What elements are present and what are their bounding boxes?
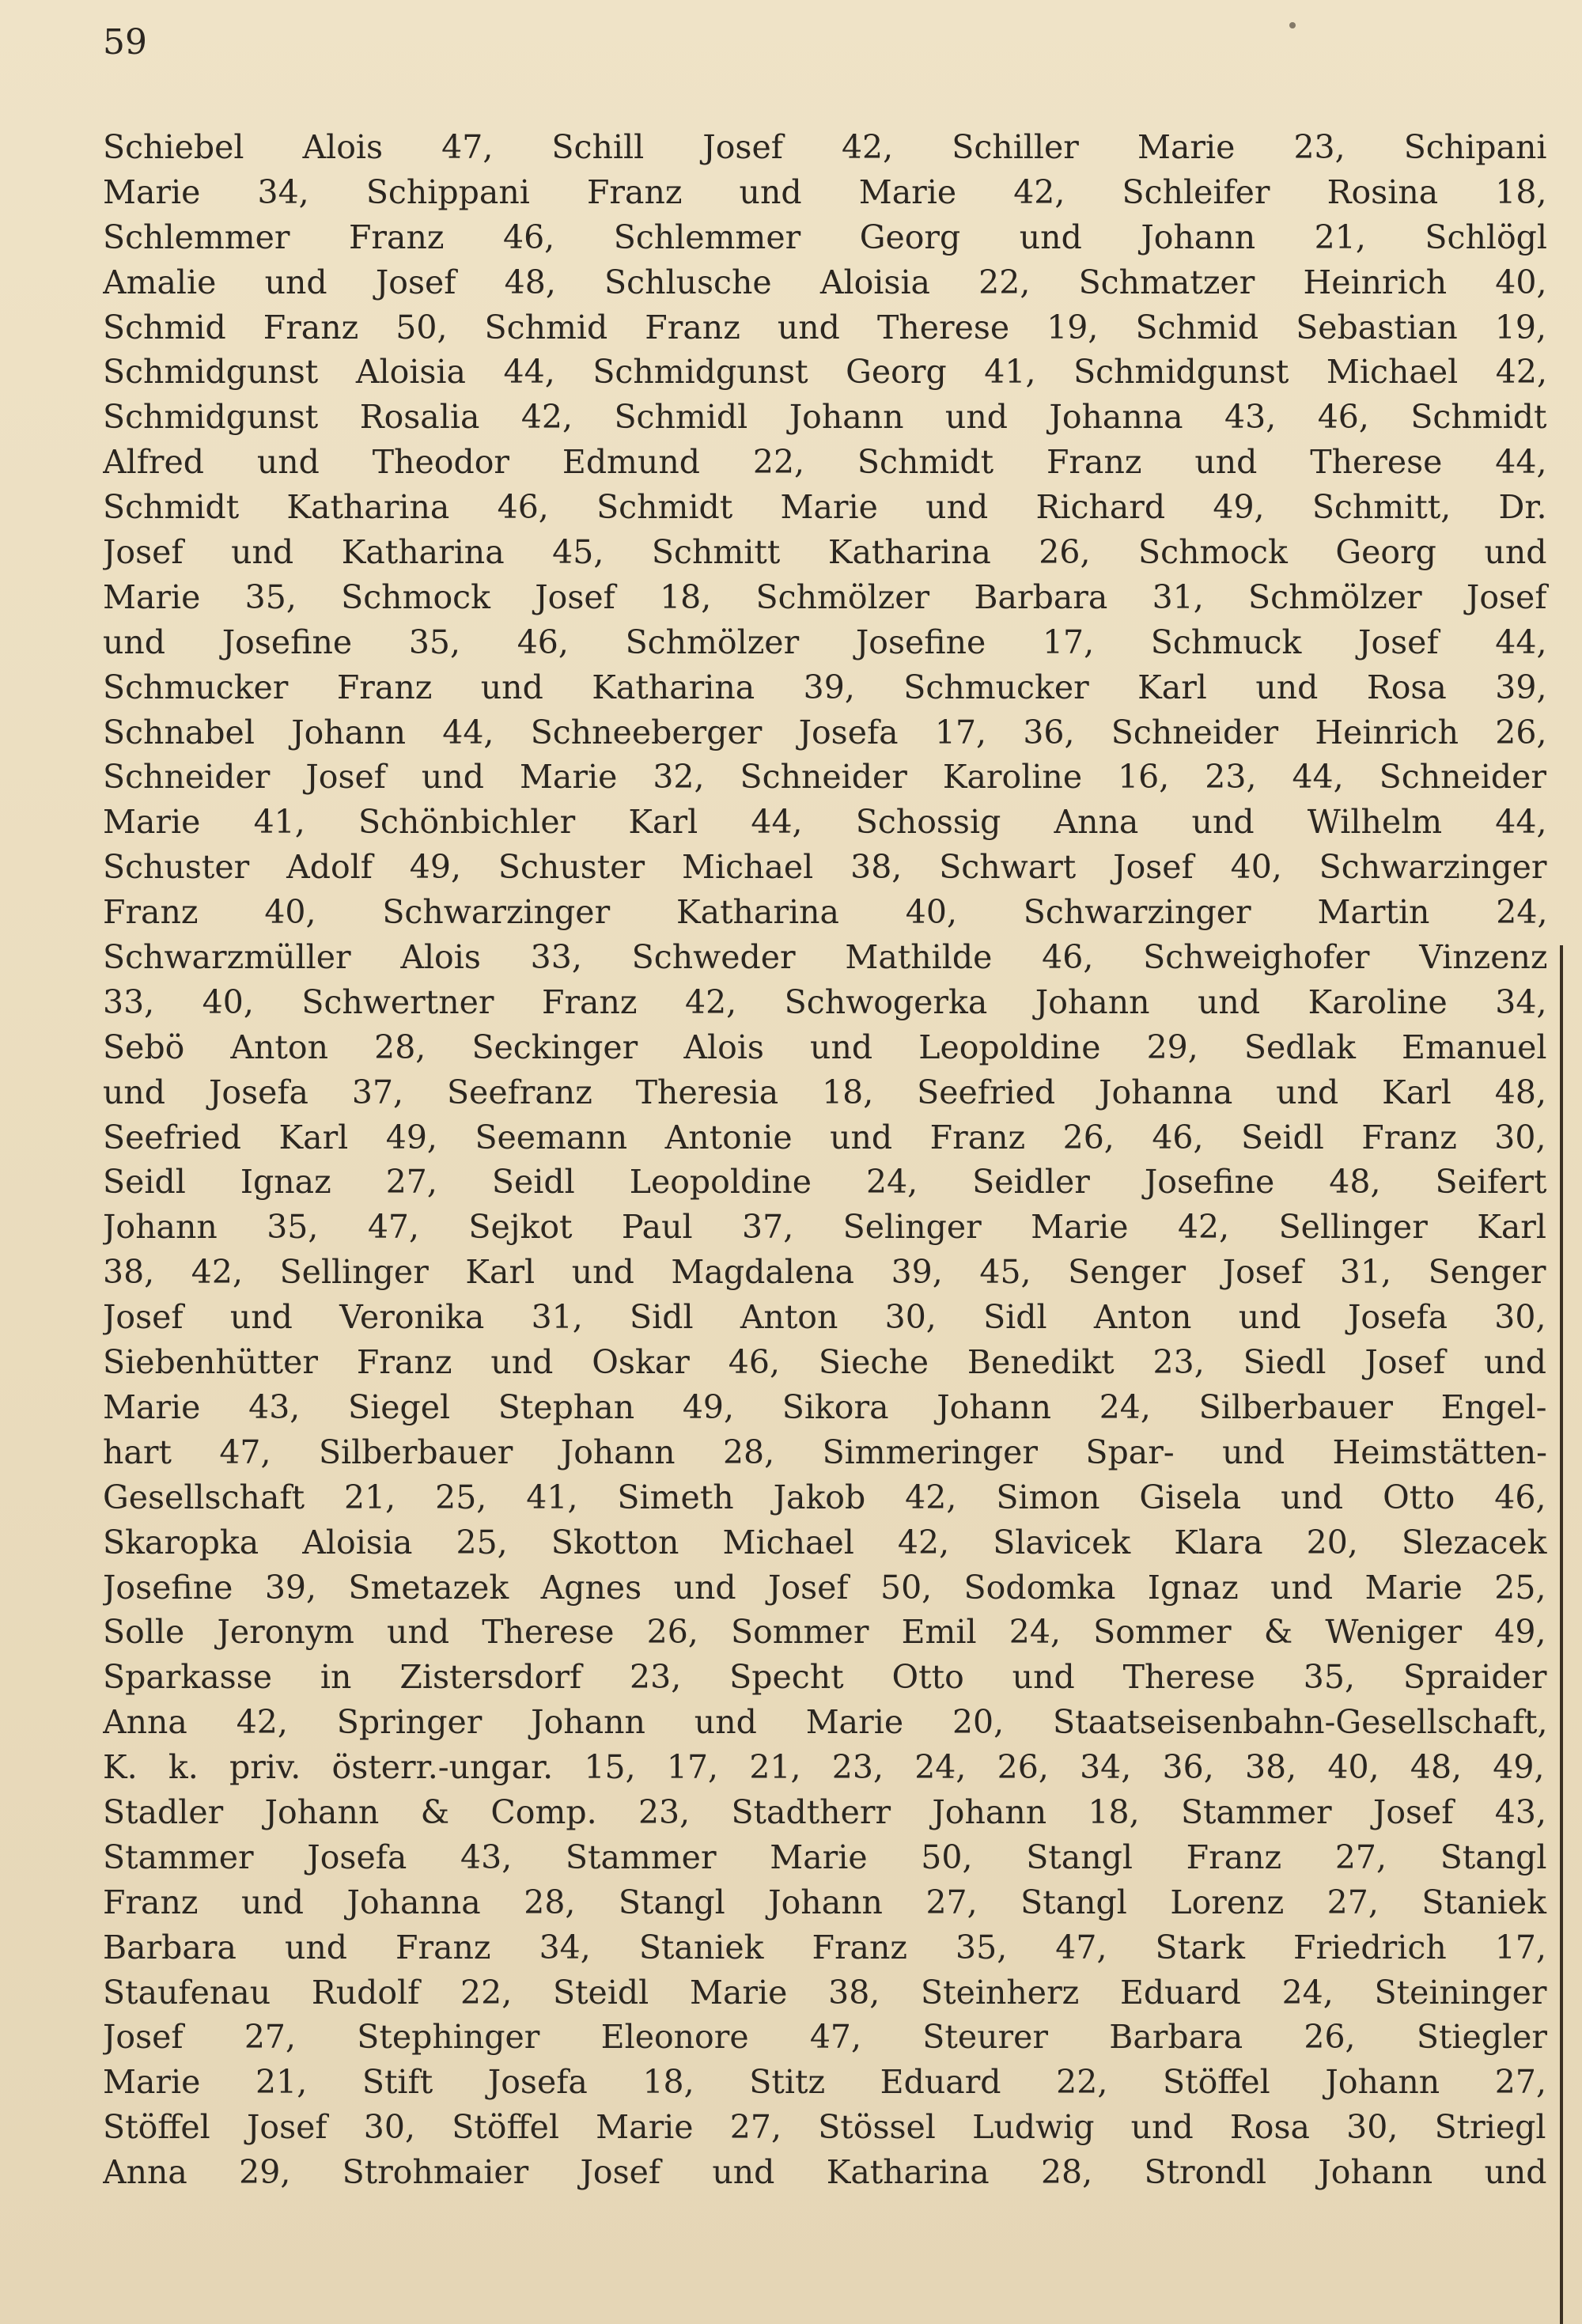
text-line: 33, 40, Schwertner Franz 42, Schwogerka Johann und Karoline 34, — [103, 982, 1547, 1021]
text-line: Gesellschaft 21, 25, 41, Simeth Jakob 42, Simon Gisela und Otto 46, — [103, 1478, 1546, 1516]
print-speck — [1289, 22, 1296, 28]
text-line: Alfred und Theodor Edmund 22, Schmidt Franz und Therese 44, — [103, 443, 1547, 482]
text-line: Schlemmer Franz 46, Schlemmer Georg und Johann 21, Schlögl — [103, 218, 1547, 256]
text-line: Seidl Ignaz 27, Seidl Leopoldine 24, Seidler Josefine 48, Seifert — [103, 1163, 1547, 1202]
text-line: K. k. priv. österr.-ungar. 15, 17, 21, 23, 24, 26, 34, 36, 38, 40, 48, 49, — [103, 1748, 1545, 1787]
text-line: Johann 35, 47, Sejkot Paul 37, Selinger Marie 42, Sellinger Karl — [103, 1208, 1546, 1247]
text-line: Siebenhütter Franz und Oskar 46, Sieche Benedikt 23, Siedl Josef und — [103, 1343, 1546, 1382]
text-line: Stadler Johann & Comp. 23, Stadtherr Johann 18, Stammer Josef 43, — [103, 1792, 1546, 1831]
text-line: Franz und Johanna 28, Stangl Johann 27, Stangl Lorenz 27, Staniek — [103, 1883, 1546, 1921]
text-line: Franz 40, Schwarzinger Katharina 40, Schwarzinger Martin 24, — [103, 893, 1548, 932]
text-line: Schneider Josef und Marie 32, Schneider Karoline 16, 23, 44, Schneider — [103, 758, 1546, 797]
text-line: Marie 34, Schippani Franz und Marie 42, Schleifer Rosina 18, — [103, 172, 1547, 211]
text-line: Schwarzmüller Alois 33, Schweder Mathilde 46, Schweighofer Vinzenz — [103, 938, 1548, 977]
text-line: Marie 41, Schönbichler Karl 44, Schossig Anna und Wilhelm 44, — [103, 803, 1547, 842]
text-line: Solle Jeronym und Therese 26, Sommer Emil 24, Sommer & Weniger 49, — [103, 1613, 1546, 1652]
page-edge-rule — [1560, 945, 1563, 2324]
text-line: Marie 21, Stift Josefa 18, Stitz Eduard 22, Stöffel Johann 27, — [103, 2063, 1546, 2102]
text-line: Seefried Karl 49, Seemann Antonie und Franz 26, 46, Seidl Franz 30, — [103, 1118, 1546, 1156]
text-line: Schmucker Franz und Katharina 39, Schmucker Karl und Rosa 39, — [103, 668, 1547, 706]
text-line: hart 47, Silberbauer Johann 28, Simmeringer Spar- und Heimstätten- — [103, 1433, 1547, 1471]
page-number: 59 — [103, 22, 147, 62]
text-line: Stammer Josefa 43, Stammer Marie 50, Stangl Franz 27, Stangl — [103, 1838, 1547, 1876]
text-line: Schiebel Alois 47, Schill Josef 42, Schiller Marie 23, Schipani — [103, 128, 1547, 166]
text-line: 38, 42, Sellinger Karl und Magdalena 39, 45, Senger Josef 31, Senger — [103, 1253, 1546, 1292]
text-line: und Josefa 37, Seefranz Theresia 18, Seefried Johanna und Karl 48, — [103, 1073, 1546, 1111]
text-line: Anna 29, Strohmaier Josef und Katharina 28, Strondl Johann und — [103, 2153, 1547, 2192]
text-line: und Josefine 35, 46, Schmölzer Josefine 17, Schmuck Josef 44, — [103, 623, 1547, 661]
text-line: Josef 27, Stephinger Eleonore 47, Steurer Barbara 26, Stiegler — [103, 2018, 1547, 2057]
text-line: Staufenau Rudolf 22, Steidl Marie 38, Steinherz Eduard 24, Steininger — [103, 1973, 1547, 2012]
text-line: Barbara und Franz 34, Staniek Franz 35, 47, Stark Friedrich 17, — [103, 1928, 1546, 1966]
text-line: Schmidgunst Rosalia 42, Schmidl Johann und Johanna 43, 46, Schmidt — [103, 398, 1547, 437]
text-line: Schmid Franz 50, Schmid Franz und Therese 19, Schmid Sebastian 19, — [103, 308, 1546, 346]
text-line: Sebö Anton 28, Seckinger Alois und Leopoldine 29, Sedlak Emanuel — [103, 1028, 1547, 1066]
text-line: Schmidgunst Aloisia 44, Schmidgunst Georg 41, Schmidgunst Michael 42, — [103, 353, 1547, 392]
text-line: Josef und Veronika 31, Sidl Anton 30, Sidl Anton und Josefa 30, — [103, 1298, 1546, 1337]
text-line: Josefine 39, Smetazek Agnes und Josef 50, Sodomka Ignaz und Marie 25, — [103, 1568, 1546, 1607]
text-line: Schnabel Johann 44, Schneeberger Josefa 17, 36, Schneider Heinrich 26, — [103, 713, 1547, 751]
text-line: Sparkasse in Zistersdorf 23, Specht Otto und Therese 35, Spraider — [103, 1658, 1547, 1697]
text-line: Schuster Adolf 49, Schuster Michael 38, Schwart Josef 40, Schwarzinger — [103, 848, 1547, 887]
text-line: Josef und Katharina 45, Schmitt Katharina 26, Schmock Georg und — [103, 533, 1547, 572]
text-line: Marie 35, Schmock Josef 18, Schmölzer Barbara 31, Schmölzer Josef — [103, 577, 1547, 616]
text-line: Marie 43, Siegel Stephan 49, Sikora Johann 24, Silberbauer Engel- — [103, 1387, 1547, 1426]
text-line: Anna 42, Springer Johann und Marie 20, Staatseisenbahn-Gesellschaft, — [103, 1703, 1548, 1742]
text-line: Skaropka Aloisia 25, Skotton Michael 42, Slavicek Klara 20, Slezacek — [103, 1523, 1547, 1561]
text-line: Stöffel Josef 30, Stöffel Marie 27, Stössel Ludwig und Rosa 30, Striegl — [103, 2108, 1546, 2147]
index-entries — [103, 125, 1550, 2195]
text-line: Schmidt Katharina 46, Schmidt Marie und Richard 49, Schmitt, Dr. — [103, 488, 1547, 527]
text-line: Amalie und Josef 48, Schlusche Aloisia 22, Schmatzer Heinrich 40, — [103, 263, 1547, 301]
